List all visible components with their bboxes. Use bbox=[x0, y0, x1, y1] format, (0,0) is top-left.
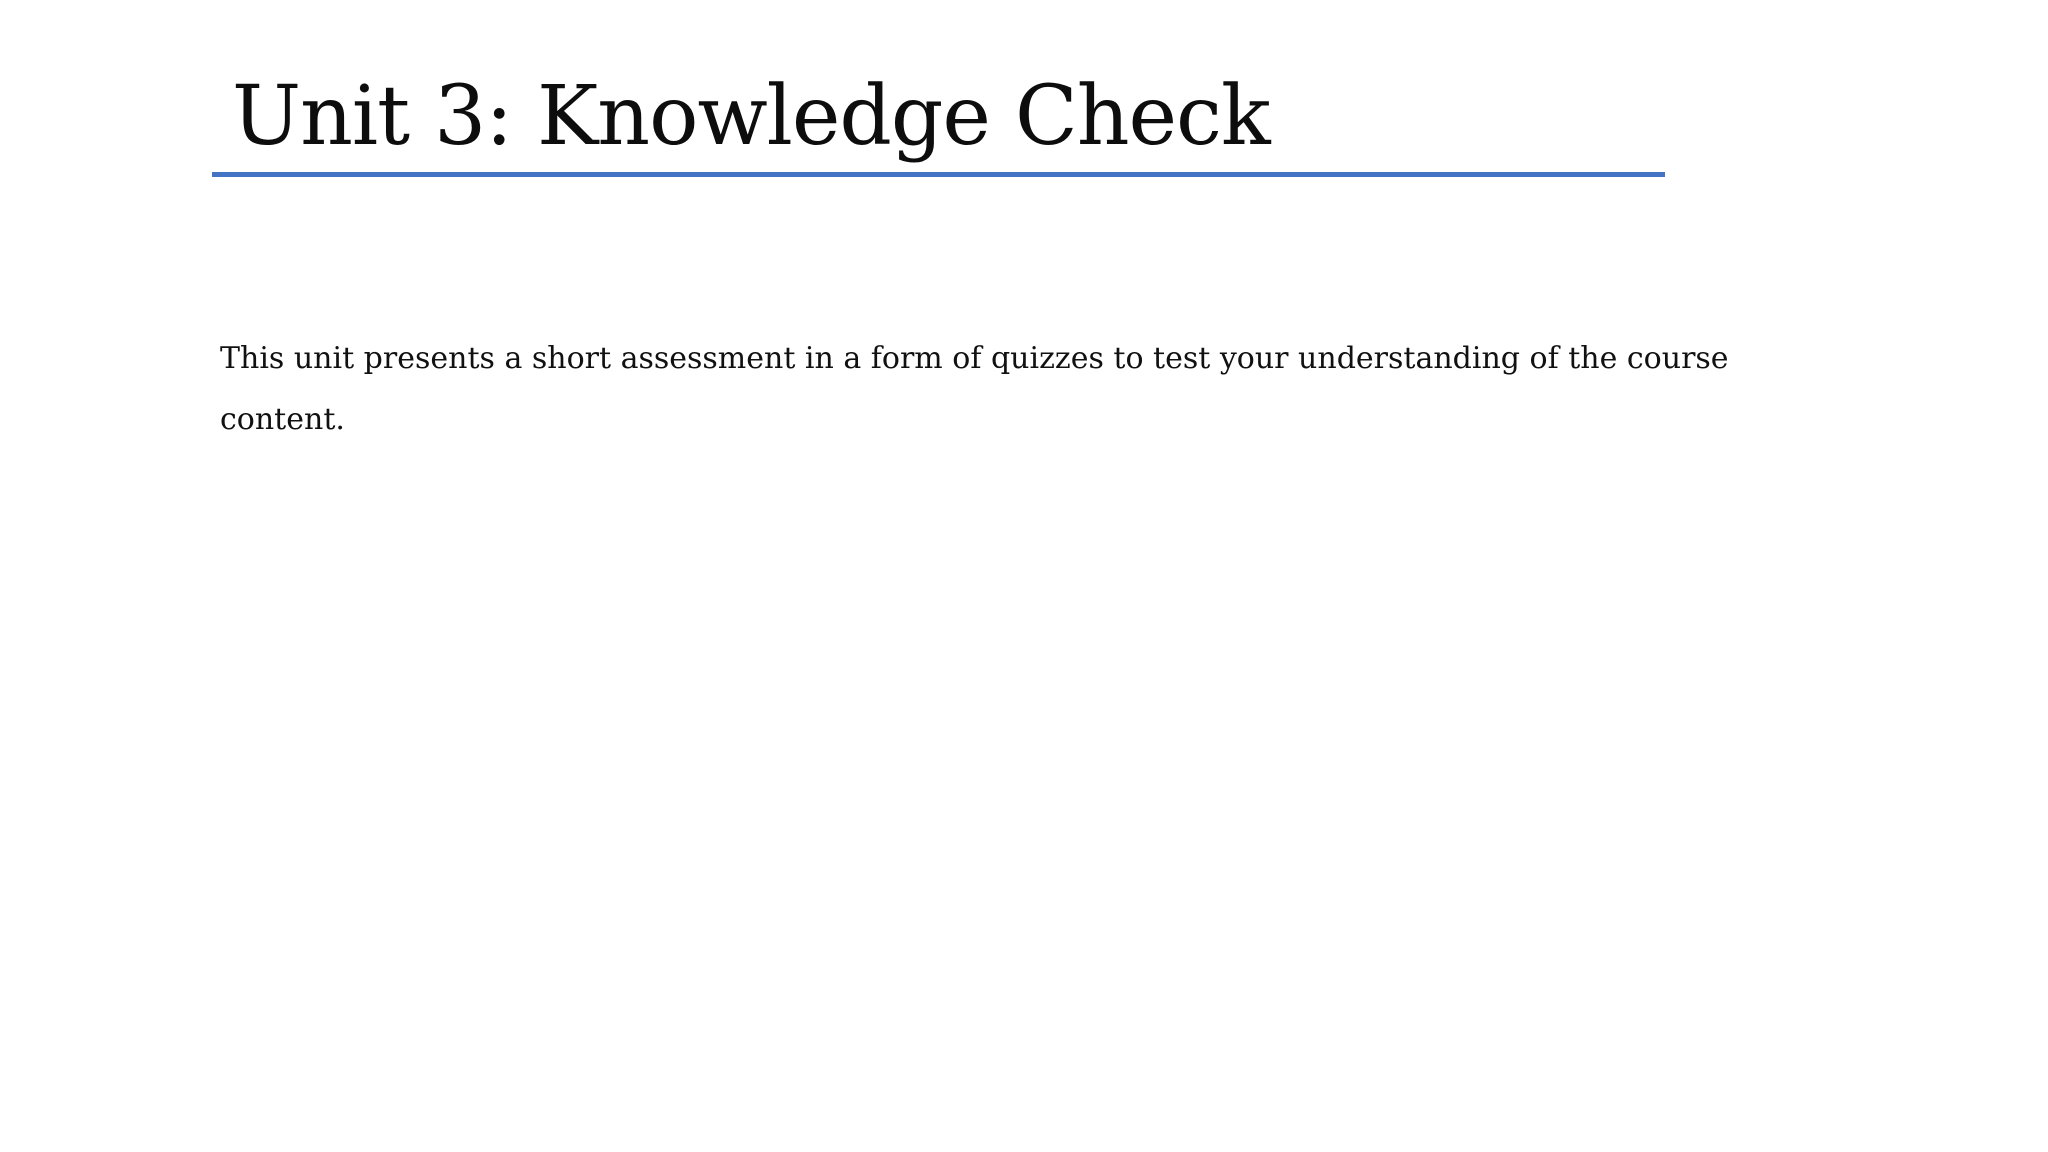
title-underline-divider bbox=[212, 172, 1665, 177]
page-title: Unit 3: Knowledge Check bbox=[232, 69, 1270, 164]
intro-paragraph: This unit presents a short assessment in a form of quizzes to test your understanding of the course content. bbox=[220, 341, 1729, 437]
